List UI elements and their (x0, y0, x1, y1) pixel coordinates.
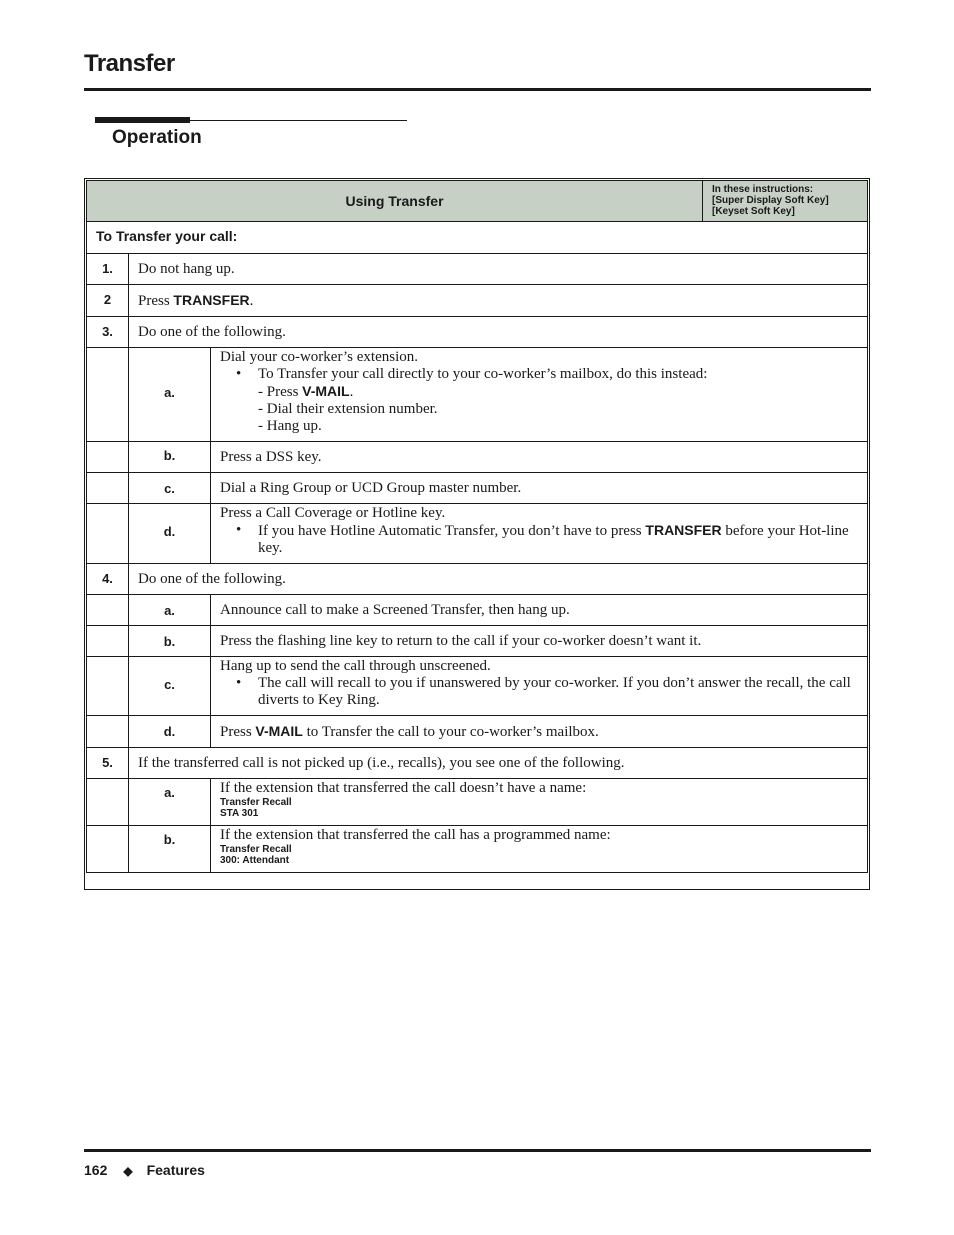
substep-label: d. (129, 504, 211, 564)
text-span: to Transfer the call to your co-worker’s mailbox. (302, 724, 599, 740)
text-span: . (349, 384, 354, 400)
substep-text (211, 779, 868, 826)
step-text: Do not hang up. (129, 254, 868, 285)
substep-text (211, 826, 868, 873)
display-line: Transfer Recall (220, 844, 292, 855)
table-row (87, 826, 868, 873)
substep-text (211, 504, 868, 564)
substep-label: a. (129, 348, 211, 442)
legend-note (703, 181, 868, 222)
table-heading: Using Transfer (87, 181, 703, 222)
table-row (87, 564, 868, 595)
table-row (87, 626, 868, 657)
step-number: 3. (87, 317, 129, 348)
table-row (87, 657, 868, 716)
substep-line: If the extension that transferred the call doesn’t have a name: (220, 780, 587, 796)
substep-text (211, 348, 868, 442)
substep-label: b. (129, 826, 211, 873)
bullet-glyph: • (236, 522, 242, 538)
table-row (87, 748, 868, 779)
page-title: Transfer (84, 50, 175, 77)
text-span: Press (220, 724, 256, 740)
table-row (87, 317, 868, 348)
table-row (87, 442, 868, 473)
section-title: Operation (112, 127, 202, 148)
substep-line: Dial your co-worker’s extension. (220, 349, 419, 365)
text-span: If you have Hotline Automatic Transfer, you don’t have to press (258, 523, 646, 539)
table-row (87, 779, 868, 826)
step-text (129, 285, 868, 317)
bullet-text: To Transfer your call directly to your co-worker’s mailbox, do this instead: (258, 366, 708, 382)
dash-item: - Dial their extension number. (258, 401, 438, 417)
substep-label: b. (129, 626, 211, 657)
table-row (87, 348, 868, 442)
table-row (87, 716, 868, 748)
step-text: If the transferred call is not picked up (i.e., recalls), you see one of the following. (129, 748, 868, 779)
substep-label: c. (129, 657, 211, 716)
text-span: - Press (258, 384, 303, 400)
section-rule-thin (95, 120, 407, 121)
table-row (87, 473, 868, 504)
title-rule (84, 88, 871, 91)
bullet-glyph: • (236, 366, 242, 382)
substep-label: d. (129, 716, 211, 748)
text-span: . (249, 293, 254, 309)
table-row (87, 504, 868, 564)
dash-item (220, 383, 859, 401)
legend-line: [Keyset Soft Key] (712, 206, 795, 217)
step-number: 1. (87, 254, 129, 285)
bullet-text (258, 522, 859, 557)
step-number: 5. (87, 748, 129, 779)
text-span: Press (138, 293, 174, 309)
instructions-table (84, 178, 870, 890)
transfer-key-label: TRANSFER (645, 522, 722, 538)
text-span: before your Hot-line key. (258, 523, 849, 556)
substep-text (211, 716, 868, 748)
footer-rule (84, 1149, 871, 1152)
vmail-key-label: V-MAIL (302, 383, 350, 399)
display-line: Transfer Recall (220, 797, 292, 808)
page-number: 162 (84, 1162, 108, 1178)
page-footer (84, 1162, 205, 1178)
substep-text: Press a DSS key. (211, 442, 868, 473)
substep-label: b. (129, 442, 211, 473)
substep-text (211, 657, 868, 716)
section-label-row (87, 222, 868, 254)
bullet-text: The call will recall to you if unanswered by your co-worker. If you don’t answer the recall, the call diverts to Key Ring. (258, 675, 851, 708)
table-row (87, 254, 868, 285)
diamond-icon: ◆ (123, 1164, 133, 1178)
substep-text: Dial a Ring Group or UCD Group master number. (211, 473, 868, 504)
bullet-item (220, 522, 859, 557)
substep-text: Announce call to make a Screened Transfer, then hang up. (211, 595, 868, 626)
substep-line: Press a Call Coverage or Hotline key. (220, 505, 446, 521)
substep-text: Press the flashing line key to return to the call if your co-worker doesn’t want it. (211, 626, 868, 657)
table-header-row (87, 181, 868, 222)
substep-label: a. (129, 595, 211, 626)
legend-line: [Super Display Soft Key] (712, 195, 829, 206)
transfer-key-label: TRANSFER (173, 292, 250, 308)
footer-section: Features (146, 1162, 205, 1178)
substep-label: c. (129, 473, 211, 504)
step-text: Do one of the following. (129, 317, 868, 348)
section-label: To Transfer your call: (87, 222, 868, 254)
bullet-item (220, 675, 859, 709)
substep-label: a. (129, 779, 211, 826)
dash-item: - Hang up. (258, 418, 322, 434)
table-row (87, 285, 868, 317)
substep-line: Hang up to send the call through unscreened. (220, 658, 491, 674)
table-row (87, 595, 868, 626)
vmail-key-label: V-MAIL (255, 723, 303, 739)
table-row (87, 873, 868, 898)
step-text: Do one of the following. (129, 564, 868, 595)
step-number: 2 (87, 285, 129, 317)
bullet-glyph: • (236, 675, 242, 691)
legend-line: In these instructions: (712, 184, 814, 195)
substep-line: If the extension that transferred the call has a programmed name: (220, 827, 611, 843)
step-number: 4. (87, 564, 129, 595)
display-line: STA 301 (220, 808, 259, 819)
display-line: 300: Attendant (220, 855, 290, 866)
bullet-item (220, 366, 859, 383)
